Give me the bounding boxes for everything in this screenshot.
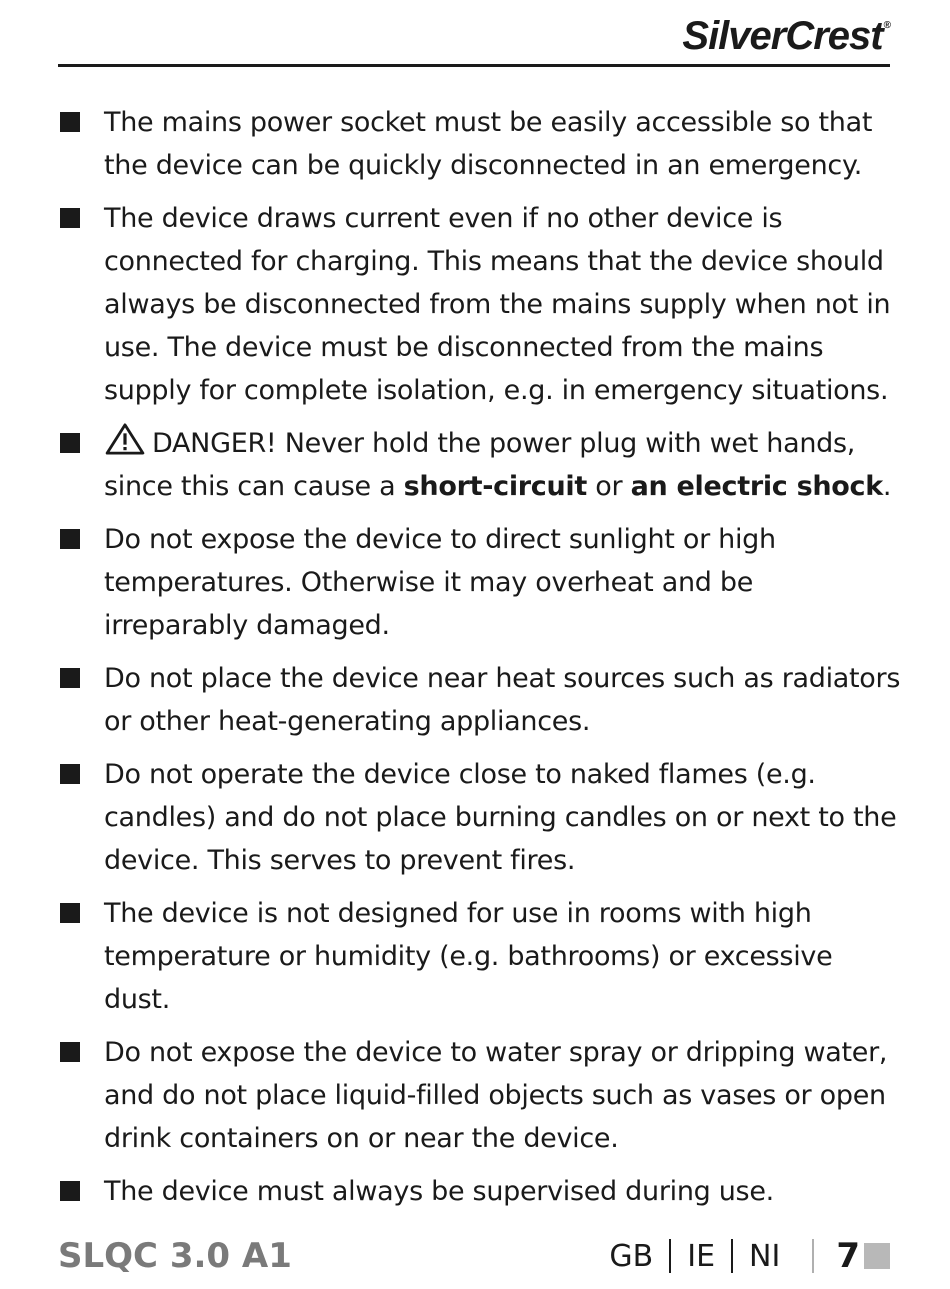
list-item-text: Do not expose the device to direct sunlight or high temperatures. Otherwise it may overheat and be irreparably damaged.	[104, 524, 776, 641]
language-ie: IE	[687, 1238, 716, 1274]
list-item	[0, 753, 950, 882]
list-item	[0, 197, 950, 412]
list-item-text: Do not place the device near heat sources such as radiators or other heat-generating appliances.	[104, 663, 901, 737]
brand-logo	[682, 14, 890, 59]
list-item-text: The device is not designed for use in rooms with high temperature or humidity (e.g. bathrooms) or excessive dust.	[104, 898, 833, 1015]
language-ni: NI	[749, 1238, 781, 1274]
danger-text-middle: or	[587, 471, 631, 502]
square-bullet-icon	[60, 668, 80, 688]
square-bullet-icon	[60, 1181, 80, 1201]
square-bullet-icon	[60, 433, 80, 453]
square-bullet-icon	[60, 529, 80, 549]
list-item-text: Do not expose the device to water spray or dripping water, and do not place liquid-filled objects such as vases or open drink containers on or near the device.	[104, 1037, 888, 1154]
safety-instructions-list	[0, 101, 950, 1223]
list-item-danger	[0, 422, 950, 508]
list-item	[0, 518, 950, 647]
footer-nav	[609, 1236, 890, 1276]
brand-name: SilverCrest	[682, 14, 883, 58]
list-item	[0, 657, 950, 743]
list-item-text: The device must always be supervised during use.	[104, 1176, 774, 1207]
square-bullet-icon	[60, 764, 80, 784]
square-bullet-icon	[60, 112, 80, 132]
square-bullet-icon	[60, 903, 80, 923]
list-item-text: Do not operate the device close to naked flames (e.g. candles) and do not place burning candles on or next to the device. This serves to prevent fires.	[104, 759, 897, 876]
square-bullet-icon	[60, 1042, 80, 1062]
short-circuit-emphasis: short-circuit	[403, 471, 587, 502]
page-marker-square-icon	[864, 1243, 890, 1269]
registered-mark: ®	[883, 20, 890, 31]
danger-text: DANGER! Never hold the power plug with wet hands, since this can cause a	[104, 428, 856, 502]
divider	[731, 1239, 733, 1273]
list-item-text: The device draws current even if no other device is connected for charging. This means that the device should always be disconnected from the mains supply when not in use. The device must be disconnected from the mains supply for complete isolation, e.g. in emergency situations.	[104, 203, 891, 406]
list-item	[0, 1170, 950, 1213]
list-item	[0, 892, 950, 1021]
language-gb: GB	[609, 1238, 654, 1274]
electric-shock-emphasis: an electric shock	[630, 471, 883, 502]
footer-model: SLQC 3.0 A1	[58, 1236, 292, 1276]
list-item-text: The mains power socket must be easily accessible so that the device can be quickly disconnected in an emergency.	[104, 107, 873, 181]
list-item	[0, 1031, 950, 1160]
warning-triangle-icon	[104, 423, 146, 455]
list-item	[0, 101, 950, 187]
page-number: 7	[836, 1236, 860, 1276]
header-rule	[58, 64, 890, 67]
divider	[812, 1239, 814, 1273]
danger-text-end: .	[882, 471, 892, 502]
divider	[669, 1239, 671, 1273]
square-bullet-icon	[60, 208, 80, 228]
